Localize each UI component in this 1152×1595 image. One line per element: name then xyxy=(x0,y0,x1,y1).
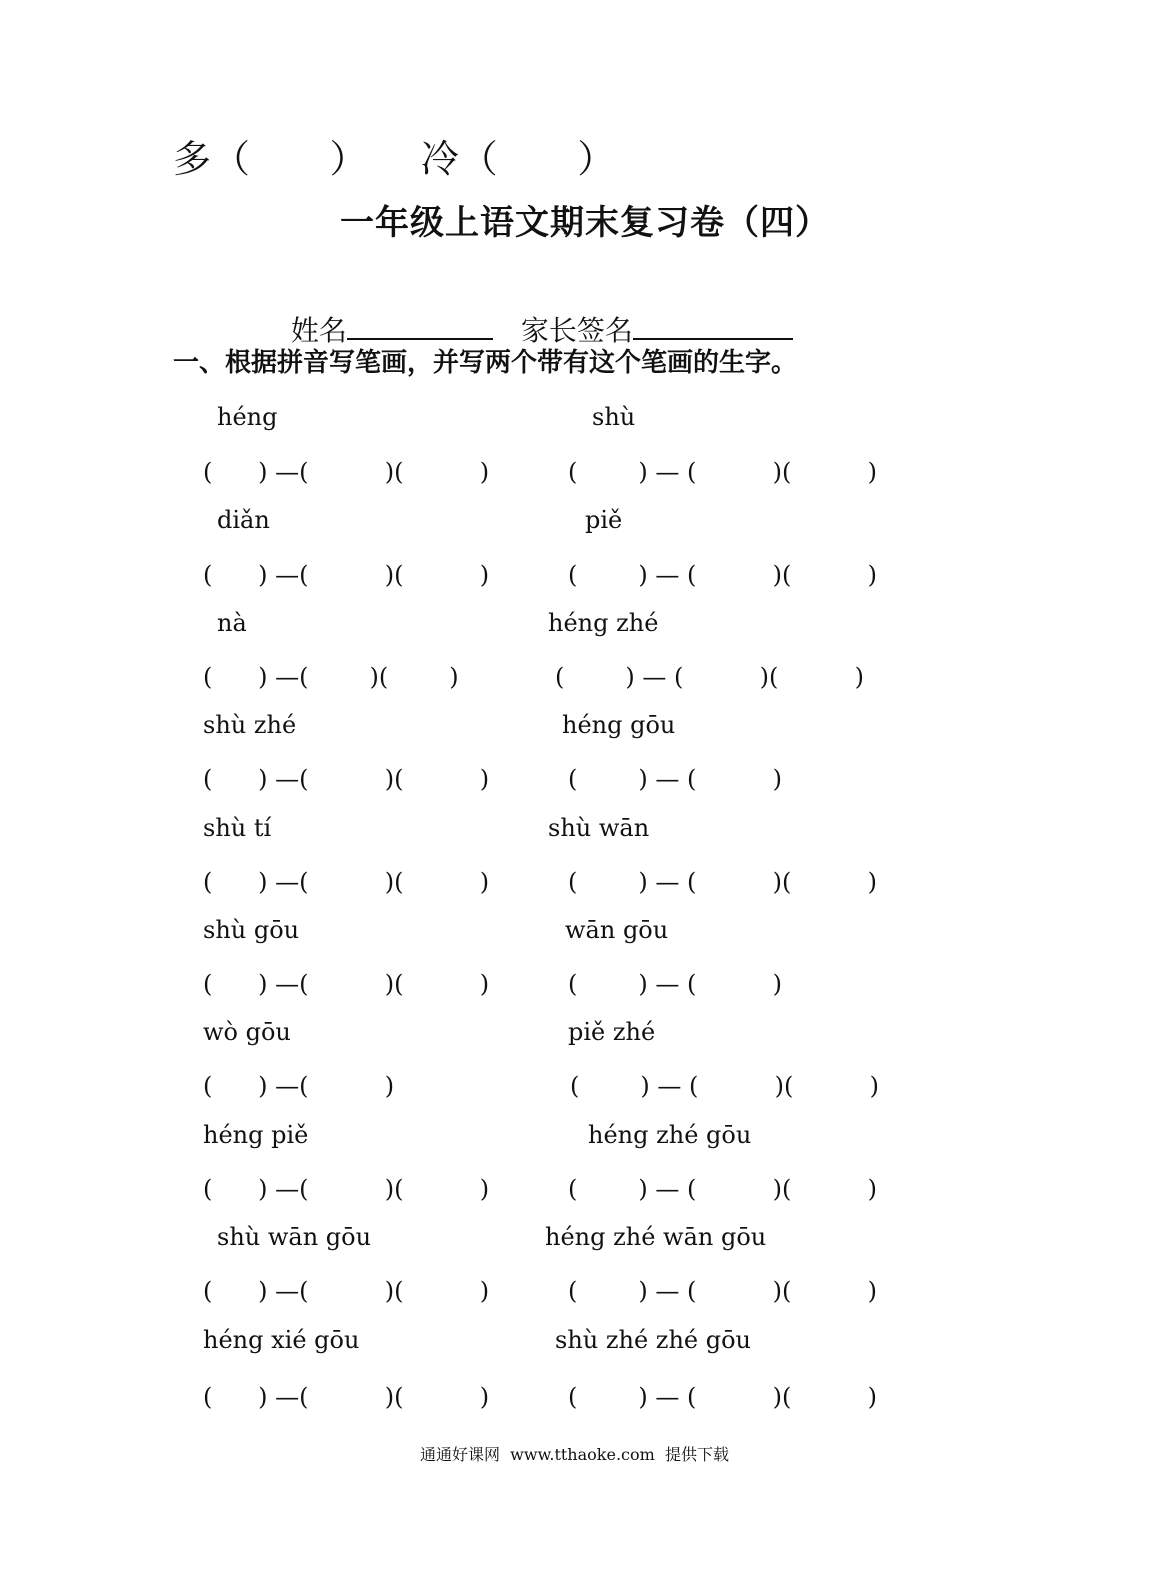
pinyin-right-3: héng zhé xyxy=(548,609,659,637)
answer-blanks-right-10[interactable]: ( ) — ( )( ) xyxy=(568,1383,878,1411)
pinyin-left-7: wò gōu xyxy=(203,1018,291,1046)
parent-signature-blank[interactable] xyxy=(633,310,793,340)
answer-blanks-right-8[interactable]: ( ) — ( )( ) xyxy=(568,1175,878,1203)
pinyin-left-5: shù tí xyxy=(203,814,272,842)
page-title: 一年级上语文期末复习卷（四） xyxy=(340,203,830,243)
question-1-heading: 一、根据拼音写笔画，并写两个带有这个笔画的生字。 xyxy=(173,348,798,378)
answer-blanks-right-6[interactable]: ( ) — ( ) xyxy=(568,970,783,998)
footer-credit: 通通好课网 www.tthaoke.com 提供下载 xyxy=(420,1445,729,1464)
pinyin-right-2: piě xyxy=(585,506,623,534)
name-blank[interactable] xyxy=(347,310,493,340)
answer-blanks-left-10[interactable]: ( ) —( )( ) xyxy=(203,1383,490,1411)
answer-blanks-left-9[interactable]: ( ) —( )( ) xyxy=(203,1277,490,1305)
answer-blanks-left-3[interactable]: ( ) —( )( ) xyxy=(203,663,459,691)
answer-blanks-right-4[interactable]: ( ) — ( ) xyxy=(568,765,783,793)
answer-blanks-left-6[interactable]: ( ) —( )( ) xyxy=(203,970,490,998)
pinyin-right-4: héng gōu xyxy=(562,711,676,739)
answer-blanks-right-1[interactable]: ( ) — ( )( ) xyxy=(568,458,878,486)
pinyin-right-10: shù zhé zhé gōu xyxy=(555,1326,751,1354)
parent-signature-label: 家长签名 xyxy=(520,314,633,347)
pinyin-right-6: wān gōu xyxy=(565,916,669,944)
pinyin-left-8: héng piě xyxy=(203,1121,309,1149)
answer-blanks-right-9[interactable]: ( ) — ( )( ) xyxy=(568,1277,878,1305)
pinyin-right-9: héng zhé wān gōu xyxy=(545,1223,767,1251)
name-line xyxy=(273,276,793,349)
pinyin-left-6: shù gōu xyxy=(203,916,300,944)
header-line: 多（ ） 冷（ ） xyxy=(173,137,617,181)
pinyin-left-10: héng xié gōu xyxy=(203,1326,360,1354)
answer-blanks-left-1[interactable]: ( ) —( )( ) xyxy=(203,458,490,486)
answer-blanks-right-7[interactable]: ( ) — ( )( ) xyxy=(570,1072,880,1100)
name-label: 姓名 xyxy=(290,314,347,347)
pinyin-left-9: shù wān gōu xyxy=(217,1223,372,1251)
answer-blanks-right-2[interactable]: ( ) — ( )( ) xyxy=(568,561,878,589)
answer-blanks-left-4[interactable]: ( ) —( )( ) xyxy=(203,765,490,793)
answer-blanks-right-5[interactable]: ( ) — ( )( ) xyxy=(568,868,878,896)
pinyin-right-7: piě zhé xyxy=(568,1018,656,1046)
answer-blanks-left-8[interactable]: ( ) —( )( ) xyxy=(203,1175,490,1203)
answer-blanks-left-5[interactable]: ( ) —( )( ) xyxy=(203,868,490,896)
answer-blanks-right-3[interactable]: ( ) — ( )( ) xyxy=(555,663,865,691)
pinyin-right-5: shù wān xyxy=(548,814,650,842)
pinyin-left-1: héng xyxy=(217,403,278,431)
answer-blanks-left-7[interactable]: ( ) —( ) xyxy=(203,1072,395,1100)
pinyin-left-4: shù zhé xyxy=(203,711,297,739)
pinyin-left-2: diǎn xyxy=(217,506,270,534)
answer-blanks-left-2[interactable]: ( ) —( )( ) xyxy=(203,561,490,589)
pinyin-right-1: shù xyxy=(592,403,636,431)
pinyin-right-8: héng zhé gōu xyxy=(588,1121,752,1149)
pinyin-left-3: nà xyxy=(217,609,247,637)
